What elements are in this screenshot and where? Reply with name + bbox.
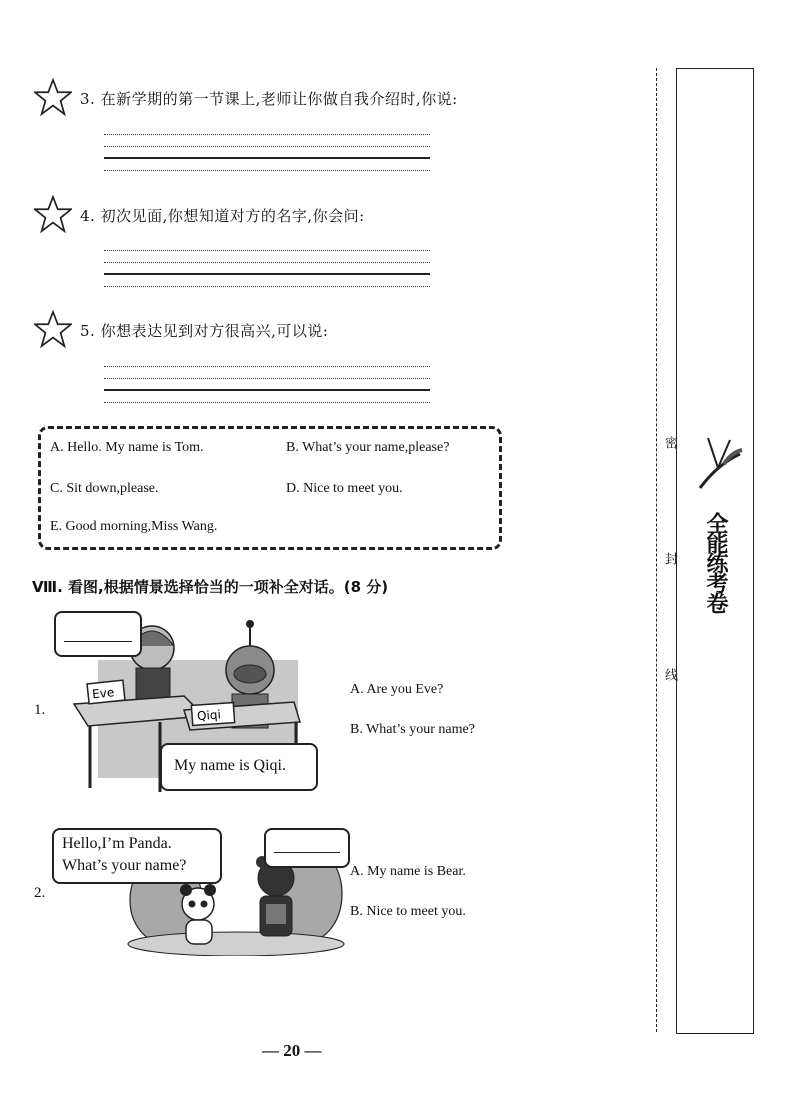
speech-bubble — [52, 828, 222, 884]
section-heading — [32, 576, 388, 597]
choice-a[interactable]: A. Are you Eve? — [350, 682, 444, 697]
option-c: C. Sit down,please. — [50, 481, 159, 496]
answer-line[interactable] — [104, 134, 430, 135]
star-icon — [34, 310, 72, 348]
answer-bubble[interactable] — [54, 611, 142, 657]
option-b: B. What’s your name,please? — [286, 440, 450, 455]
question-text: 初次见面,你想知道对方的名字,你会问: — [100, 207, 365, 225]
answer-line[interactable] — [104, 157, 430, 159]
answer-line[interactable] — [104, 273, 430, 275]
answer-line[interactable] — [104, 146, 430, 147]
seal-char: 封 — [662, 552, 677, 565]
name-card-eve: Eve — [91, 685, 115, 702]
question-number: 5. — [80, 322, 96, 340]
choice-a[interactable]: A. My name is Bear. — [350, 864, 466, 879]
question-5 — [80, 320, 328, 341]
answer-bubble[interactable] — [264, 828, 350, 868]
question-4 — [80, 205, 365, 226]
page-number: — 20 — — [262, 1041, 322, 1060]
question-number: 3. — [80, 90, 96, 108]
choice-b[interactable]: B. Nice to meet you. — [350, 904, 466, 919]
speech-text: My name is Qiqi. — [174, 757, 286, 774]
speech-line-2: What’s your name? — [62, 857, 187, 874]
star-icon — [34, 78, 72, 116]
speech-bubble — [160, 743, 318, 791]
binding-line — [656, 68, 657, 1032]
answer-line[interactable] — [104, 170, 430, 171]
answer-line[interactable] — [104, 378, 430, 379]
question-text: 在新学期的第一节课上,老师让你做自我介绍时,你说: — [100, 90, 458, 108]
question-3 — [80, 88, 458, 109]
seal-char: 线 — [662, 668, 677, 681]
answer-line[interactable] — [104, 402, 430, 403]
choice-b[interactable]: B. What’s your name? — [350, 722, 475, 737]
item-number: 2. — [34, 885, 46, 901]
answer-line[interactable] — [104, 286, 430, 287]
answer-line[interactable] — [104, 366, 430, 367]
brand-title: 全能练考卷 — [703, 512, 728, 612]
speech-line-1: Hello,I’m Panda. — [62, 835, 172, 852]
item-number: 1. — [34, 702, 46, 718]
star-icon — [34, 195, 72, 233]
option-d: D. Nice to meet you. — [286, 481, 403, 496]
question-text: 你想表达见到对方很高兴,可以说: — [100, 322, 329, 340]
option-a: A. Hello. My name is Tom. — [50, 440, 204, 455]
answer-line[interactable] — [104, 250, 430, 251]
section-title: 看图,根据情景选择恰当的一项补全对话。(8 分) — [68, 578, 389, 596]
section-number: Ⅷ. — [32, 578, 63, 596]
name-card-qiqi: Qiqi — [196, 707, 222, 724]
brand-logo-icon — [694, 424, 746, 504]
seal-char: 密 — [662, 436, 677, 449]
option-e: E. Good morning,Miss Wang. — [50, 519, 218, 534]
answer-line[interactable] — [104, 389, 430, 391]
question-number: 4. — [80, 207, 96, 225]
answer-line[interactable] — [104, 262, 430, 263]
